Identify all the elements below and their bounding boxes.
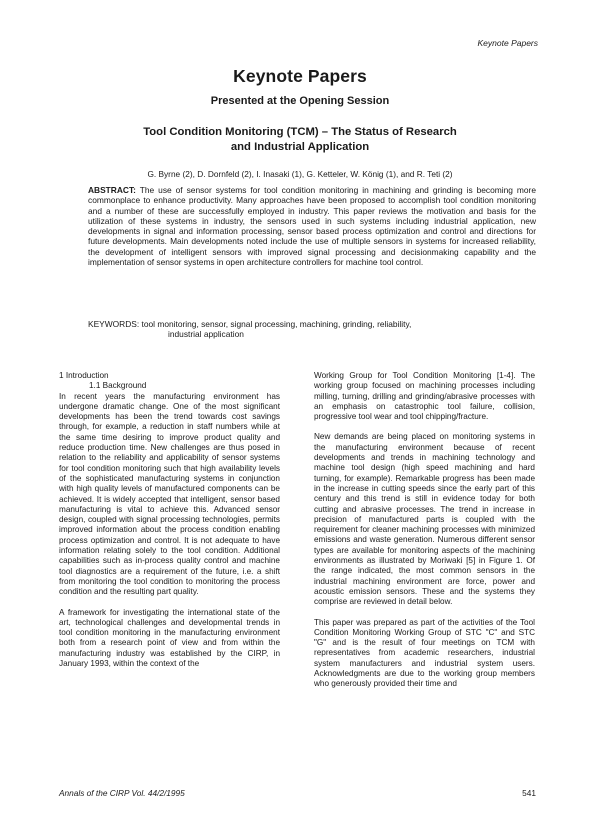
left-column [59, 371, 280, 669]
body-paragraph: A framework for investigating the international state of the art, technological challenges and developmental trends in tool condition monitoring in the manufacturing environment both from a research point of view and from within the manufacturing industry was established by the CIRP, in January 1993, within the context of the [59, 607, 280, 669]
subsection-heading-background: 1.1 Background [89, 381, 147, 391]
page-number: 541 [522, 788, 536, 798]
paper-title-line-1: Tool Condition Monitoring (TCM) – The Status of Research [143, 126, 457, 138]
section-title: Keynote Papers [233, 66, 367, 86]
abstract-text: The use of sensor systems for tool condition monitoring in machining and grinding is becoming more commonplace to enhance productivity. Many approaches have been proposed to accomplish tool condition monitoring and a number of these are successfully employed in industry. This paper reviews the motivation and basis for the utilization of these systems in industry, the sensors used in such systems including industrial application, new developments in signal and information processing, sensor based process optimization and control and directions for future developments. Main developments noted include the use of multiple sensors in systems for increased reliability, the development of intelligent sensors with improved signal processing and decisionmaking capability and the implementation of sensor systems in open architecture controllers for machine tool control. [88, 185, 536, 267]
section-heading-introduction: 1 Introduction [59, 371, 109, 380]
keywords-line-1: tool monitoring, sensor, signal processing, machining, grinding, reliability, [141, 319, 412, 329]
keywords-line-2: industrial application [168, 329, 244, 340]
abstract [88, 185, 536, 267]
body-paragraph: In recent years the manufacturing environment has undergone dramatic change. One of the most significant developments has been the trend towards cost savings through, for example, a reduction in staff numbers while at the same time desiring to improve product quality and reduce production time. New challenges are thus posed in relation to the reliability and applicability of sensor systems for tool condition monitoring such that high availability levels of the sophisticated manufacturing systems in conjunction with high quality levels of manufactured components can be achieved. It is widely accepted that intelligent, sensor based manufacturing is vital to achieve this. Advanced sensor design, coupled with signal processing technologies, permits improved information about the process condition enabling process optimization and control. It is not adequate to have information relating solely to the tool condition. Additional capabilities such as in-process quality control and machine tool diagnostics are a requirement of the future, i.e. a shift from monitoring the tool condition to monitoring the process condition and the resulting part quality. [59, 391, 280, 597]
section-subtitle: Presented at the Opening Session [210, 95, 390, 107]
keywords [88, 319, 536, 340]
body-paragraph: Working Group for Tool Condition Monitoring [1-4]. The working group focused on machining processes including milling, turning, drilling and grinding/abrasive processes with an emphasis on catastrophic tool failure, collision, progressive tool wear and tool chipping/fracture. [314, 371, 535, 422]
right-column [314, 371, 535, 690]
authors: G. Byrne (2), D. Dornfeld (2), I. Inasaki (1), G. Ketteler, W. König (1), and R. Teti (2) [147, 169, 453, 179]
paper-title [100, 125, 500, 155]
keywords-label: KEYWORDS: [88, 319, 140, 329]
paper-title-line-2: and Industrial Application [230, 141, 370, 153]
body-paragraph: This paper was prepared as part of the activities of the Tool Condition Monitoring Working Group of STC "C" and STC "G" and is the result of four meetings on TCM with representatives from academic researchers, industrial system manufacturers and industrial system users. Acknowledgments are due to the working group members who generously provided their time and [314, 617, 535, 689]
abstract-label: ABSTRACT: [88, 185, 136, 195]
body-paragraph: New demands are being placed on monitoring systems in the manufacturing environment because of recent developments and trends in machining technology and machine tool design (high speed machining and hard turning, for example). Remarkable progress has been made in the increase in cutting speeds since the early part of this century and this trend is still in evidence today for both cutting and abrasive processes. The trend in increase in precision of manufactured parts is coupled with the requirement for cleaner machining processes with minimized emissions and waste generation. Numerous different sensor types are available for monitoring aspects of the machining environments as illustrated by Moriwaki [5] in Figure 1. Of the range indicated, the most common sensors in the industrial machining environment are force, power and acoustic emission sensors. These and the systems they comprise are reviewed in detail below. [314, 432, 535, 607]
footer-journal: Annals of the CIRP Vol. 44/2/1995 [59, 788, 185, 798]
running-head: Keynote Papers [477, 38, 538, 48]
